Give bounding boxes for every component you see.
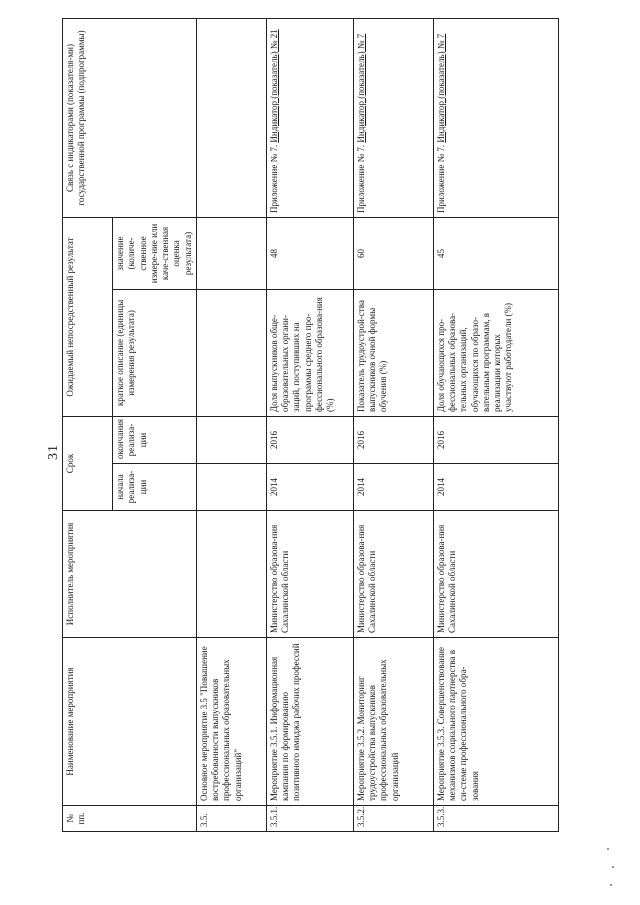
- header-expected-desc: краткое описание (единицы измерения результата): [113, 289, 197, 416]
- scan-speck: [607, 848, 609, 850]
- indicator-link[interactable]: Индикатор (показатель) № 7: [435, 33, 446, 143]
- link-prefix: Приложение № 7.: [268, 142, 279, 213]
- row-value: 48: [266, 217, 353, 289]
- row-link: [196, 18, 266, 217]
- row-name: Мероприятие 3.5.1. Информационная кампания по формированию позитивного имиджа рабочих профессий: [266, 638, 353, 806]
- row-desc: Доля выпускников обще-образовательных органи-заций, поступивших на программы среднего про-фессионального образова-ния (%): [266, 289, 353, 416]
- header-term-start: начала реализа-ции: [113, 464, 197, 511]
- row-num: 3.5.1.: [266, 806, 353, 832]
- row-value: [196, 217, 266, 289]
- header-expected: Ожидаемый непосредственный результат: [63, 217, 113, 416]
- row-value: 60: [353, 217, 433, 289]
- measures-table: [62, 18, 559, 832]
- page-number: 31: [46, 444, 61, 460]
- row-desc: [196, 289, 266, 416]
- row-start: 2014: [353, 464, 433, 511]
- row-num: 3.5.: [196, 806, 266, 832]
- table-row: [266, 18, 353, 831]
- indicator-link[interactable]: Индикатор (показатель) № 21: [268, 29, 279, 143]
- row-start: [196, 464, 266, 511]
- table-row: [353, 18, 433, 831]
- header-expected-value: значение (количе-ственное измере-ние или каче-ственная оценка результата): [113, 217, 197, 289]
- row-executor: [196, 511, 266, 638]
- header-link: Связь с индикаторами (показателя-ми) государственной программы (подпрограммы): [63, 18, 197, 217]
- row-desc: Доля обучающихся про-фессиональных образова-тельных организаций, обучающихся по образо-вательным программам, в реализации которых участвуют работодатели (%): [433, 289, 558, 416]
- row-start: 2014: [266, 464, 353, 511]
- row-link: [266, 18, 353, 217]
- row-num: 3.5.3.: [433, 806, 558, 832]
- row-name: Мероприятие 3.5.2. Мониторинг трудоустройства выпускников профессиональных образовательных организаций: [353, 638, 433, 806]
- row-end: [196, 416, 266, 463]
- row-name: Мероприятие 3.5.3. Совершенствование механизмов социального партнерства в си-стеме профессионального обра-зования: [433, 638, 558, 806]
- header-term: Срок: [63, 416, 113, 510]
- row-name: Основное мероприятие 3.5 "Повышение востребованности выпускников профессиональных образовательных организаций": [196, 638, 266, 806]
- row-executor: Министерство образова-ния Сахалинской области: [353, 511, 433, 638]
- row-num: 3.5.2.: [353, 806, 433, 832]
- row-end: 2016: [266, 416, 353, 463]
- row-start: 2014: [433, 464, 558, 511]
- header-term-end: окончания реализа-ции: [113, 416, 197, 463]
- row-executor: Министерство образова-ния Сахалинской области: [433, 511, 558, 638]
- table-row: [196, 18, 266, 831]
- row-value: 45: [433, 217, 558, 289]
- link-prefix: Приложение № 7.: [355, 142, 366, 213]
- row-link: [353, 18, 433, 217]
- link-prefix: Приложение № 7.: [435, 142, 446, 213]
- scan-speck: [612, 866, 614, 868]
- indicator-link[interactable]: Индикатор (показатель) № 7: [355, 33, 366, 143]
- row-end: 2016: [353, 416, 433, 463]
- row-desc: Показатель трудоустрой-ства выпускников очной формы обучения (%): [353, 289, 433, 416]
- header-executor: Исполнитель мероприятия: [63, 511, 197, 638]
- row-link: [433, 18, 558, 217]
- table-row: [433, 18, 558, 831]
- scan-speck: [610, 884, 612, 886]
- header-row-1: [63, 18, 113, 831]
- header-name: Наименование мероприятия: [63, 638, 197, 806]
- row-end: 2016: [433, 416, 558, 463]
- header-num: № пп.: [63, 806, 197, 832]
- row-executor: Министерство образова-ния Сахалинской области: [266, 511, 353, 638]
